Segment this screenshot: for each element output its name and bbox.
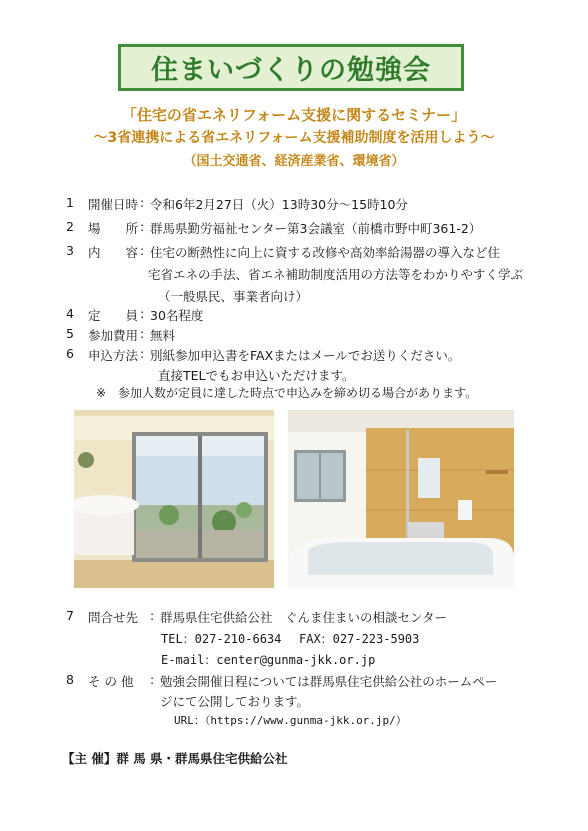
living-room-photo (74, 410, 274, 588)
item-number: 4 (66, 306, 74, 321)
seminar-title: 「住宅の省エネリフォーム支援に関するセミナー」 (121, 106, 467, 124)
item-label: 場 所 (88, 221, 139, 236)
item-number: 5 (66, 326, 74, 341)
bathroom-image (288, 410, 514, 588)
item-number: 8 (66, 672, 74, 687)
item-label: 内 容 (88, 245, 139, 260)
item-label: 定 員 (88, 308, 139, 323)
item-number: 7 (66, 608, 74, 623)
item-label: 参加費用 (88, 328, 139, 343)
item-content-audience: （一般県民、事業者向け） (158, 289, 309, 304)
title-box (118, 44, 464, 91)
item-content-cont: 宅省エネの手法、省エネ補助制度活用の方法等をわかりやすく学ぶ (148, 267, 524, 282)
item-number: 6 (66, 346, 74, 361)
item-value: 30名程度 (150, 308, 204, 323)
contact-tel: TEL：027-210-6634 (161, 632, 282, 646)
item-number: 1 (66, 195, 74, 210)
living-room-image (74, 410, 274, 588)
bathroom-photo (288, 410, 514, 588)
seminar-subtitle: 〜3省連携による省エネリフォーム支援補助制度を活用しよう〜 (93, 130, 495, 146)
contact-email: E-mail：center@gunma-jkk.or.jp (161, 653, 376, 667)
item-value: 住宅の断熱性に向上に資する改修や高効率給湯器の導入など住 (150, 245, 501, 260)
deadline-note: ※ 参加人数が定員に達した時点で申込みを締め切る場合があります。 (96, 386, 478, 400)
item-value: 群馬県住宅供給公社 ぐんま住まいの相談センター (160, 610, 448, 625)
item-value: 群馬県勤労福祉センター第3会議室（前橋市野中町361-2） (150, 221, 482, 236)
item-label: 申込方法 (88, 348, 139, 363)
item-value: 令和6年2月27日（火）13時30分〜15時10分 (150, 197, 408, 212)
item-apply-cont: 直接TELでもお申込いただけます。 (158, 368, 355, 383)
organizer: 【主 催】群 馬 県・群馬県住宅供給公社 (62, 751, 288, 766)
item-number: 2 (66, 219, 74, 234)
item-number: 3 (66, 243, 74, 258)
ministries-note: （国土交通省、経済産業省、環境省） (183, 154, 405, 169)
item-label: 開催日時 (88, 197, 139, 212)
page-title: 住まいづくりの勉強会 (151, 55, 431, 86)
item-value: 勉強会開催日程については群馬県住宅供給公社のホームペー (160, 674, 498, 689)
contact-fax: FAX：027-223-5903 (299, 632, 420, 646)
item-value: 無料 (150, 328, 176, 343)
item-label: 問合せ先 (88, 610, 139, 625)
homepage-url[interactable]: URL：（https://www.gunma-jkk.or.jp/） (174, 714, 407, 727)
item-other-cont: ジにて公開しております。 (160, 694, 310, 709)
item-value: 別紙参加申込書をFAXまたはメールでお送りください。 (150, 348, 461, 363)
item-label: そ の 他 (88, 674, 134, 689)
